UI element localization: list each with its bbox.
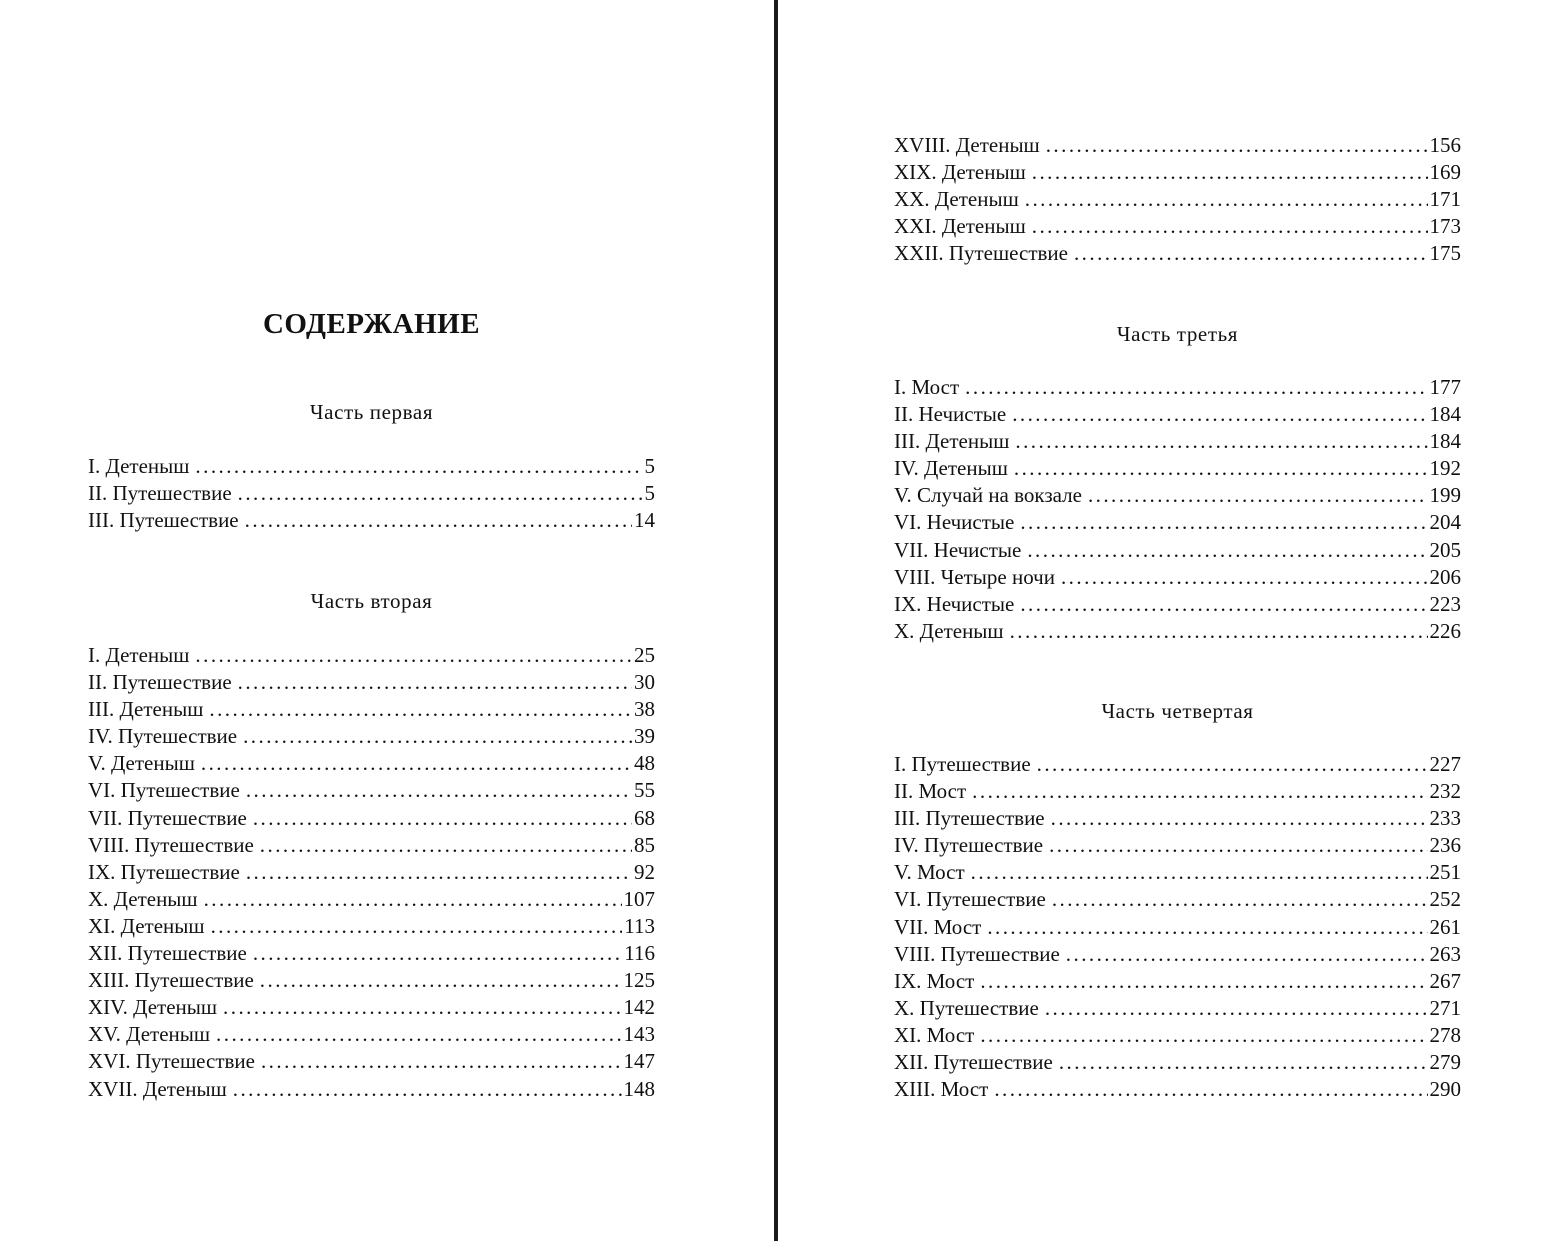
toc-entry <box>894 968 1461 995</box>
part-2-entries <box>88 642 655 1103</box>
toc-entry-title: IX. Путешествие <box>88 859 240 884</box>
toc-entry <box>894 778 1461 805</box>
toc-entry-title: X. Детеныш <box>894 618 1004 643</box>
toc-dot-leader <box>1061 564 1428 591</box>
toc-dot-leader <box>1014 455 1428 482</box>
toc-title: СОДЕРЖАНИЕ <box>262 308 481 340</box>
toc-entry <box>894 428 1461 455</box>
part-1-title: Часть первая <box>309 400 434 424</box>
toc-entry-title: XX. Детеныш <box>894 187 1019 212</box>
toc-entry-page-number: 14 <box>634 508 655 533</box>
part-3-entries <box>894 374 1461 645</box>
toc-entry-page-number: 48 <box>634 751 655 776</box>
toc-entry-page-number: 169 <box>1429 160 1461 185</box>
toc-entry <box>894 132 1461 159</box>
toc-dot-leader <box>238 480 643 507</box>
toc-entry <box>894 1022 1461 1049</box>
toc-entry-page-number: 68 <box>634 805 655 830</box>
toc-entry <box>88 805 655 832</box>
toc-entry-page-number: 171 <box>1429 187 1461 212</box>
toc-entry <box>88 723 655 750</box>
toc-entry-title: XIV. Детеныш <box>88 995 218 1020</box>
toc-dot-leader <box>1066 941 1428 968</box>
toc-dot-leader <box>1045 995 1428 1022</box>
toc-dot-leader <box>1032 213 1428 240</box>
part-2-continued-entries <box>894 132 1461 267</box>
part-4-title: Часть четвертая <box>1101 699 1254 723</box>
toc-entry-title: XIX. Детеныш <box>894 160 1026 185</box>
toc-dot-leader <box>980 1022 1427 1049</box>
toc-dot-leader <box>1046 132 1428 159</box>
toc-dot-leader <box>260 967 622 994</box>
toc-entry-title: IV. Путешествие <box>88 724 238 749</box>
toc-entry-title: XVIII. Детеныш <box>894 133 1040 157</box>
toc-entry-page-number: 113 <box>624 913 655 938</box>
toc-entry-title: I. Детеныш <box>88 643 190 667</box>
toc-dot-leader <box>246 777 632 804</box>
toc-entry-page-number: 199 <box>1429 483 1461 508</box>
toc-entry-page-number: 278 <box>1429 1022 1461 1047</box>
toc-entry <box>88 669 655 696</box>
toc-entry-title: V. Мост <box>894 860 965 885</box>
toc-entry-title: II. Нечистые <box>894 402 1007 427</box>
toc-dot-leader <box>994 1076 1427 1103</box>
toc-entry <box>88 913 655 940</box>
toc-entry-page-number: 142 <box>623 995 655 1020</box>
toc-entry <box>88 859 655 886</box>
toc-dot-leader <box>223 994 621 1021</box>
toc-entry-page-number: 252 <box>1429 887 1461 912</box>
toc-entry-page-number: 184 <box>1429 402 1461 427</box>
toc-dot-leader <box>1049 832 1427 859</box>
toc-entry-title: XII. Путешествие <box>88 941 247 966</box>
toc-entry-page-number: 116 <box>624 941 655 966</box>
toc-entry <box>88 832 655 859</box>
toc-entry <box>894 564 1461 591</box>
toc-dot-leader <box>1051 805 1428 832</box>
toc-entry-page-number: 204 <box>1429 510 1461 535</box>
toc-dot-leader <box>972 778 1427 805</box>
toc-entry-title: V. Случай на вокзале <box>894 483 1082 508</box>
toc-dot-leader <box>980 968 1427 995</box>
toc-entry <box>88 886 655 913</box>
toc-entry <box>894 751 1461 778</box>
toc-entry-title: III. Путешествие <box>894 806 1045 831</box>
toc-dot-leader <box>965 374 1427 401</box>
toc-entry <box>88 1021 655 1048</box>
toc-entry-title: VIII. Путешествие <box>894 941 1060 966</box>
toc-entry-page-number: 267 <box>1429 968 1461 993</box>
toc-dot-leader <box>1020 591 1427 618</box>
toc-entry-page-number: 55 <box>634 778 655 803</box>
toc-entry-page-number: 233 <box>1429 806 1461 831</box>
toc-entry-title: IX. Нечистые <box>894 591 1015 616</box>
toc-dot-leader <box>1074 240 1428 267</box>
toc-entry-page-number: 5 <box>644 481 655 506</box>
toc-entry <box>88 1076 655 1103</box>
toc-entry-title: III. Детеныш <box>894 429 1010 454</box>
toc-entry-page-number: 38 <box>634 697 655 722</box>
toc-entry <box>894 1049 1461 1076</box>
toc-entry <box>894 186 1461 213</box>
toc-entry <box>894 859 1461 886</box>
toc-dot-leader <box>216 1021 621 1048</box>
toc-dot-leader <box>195 642 632 669</box>
toc-entry-page-number: 30 <box>634 670 655 695</box>
part-3-title: Часть третья <box>1116 322 1239 346</box>
toc-dot-leader <box>195 453 642 480</box>
left-page <box>0 0 774 1241</box>
toc-entry <box>894 914 1461 941</box>
toc-entry-page-number: 156 <box>1429 133 1461 157</box>
toc-entry <box>88 480 655 507</box>
toc-entry-title: VII. Путешествие <box>88 805 247 830</box>
toc-entry-page-number: 148 <box>623 1076 655 1101</box>
toc-entry <box>894 886 1461 913</box>
toc-entry-page-number: 263 <box>1429 941 1461 966</box>
toc-dot-leader <box>1032 159 1428 186</box>
toc-entry-title: VI. Нечистые <box>894 510 1015 535</box>
toc-entry-title: II. Путешествие <box>88 670 232 695</box>
toc-entry-page-number: 107 <box>623 886 655 911</box>
toc-entry <box>894 995 1461 1022</box>
toc-entry-title: VI. Путешествие <box>894 887 1046 912</box>
toc-entry-page-number: 236 <box>1429 833 1461 858</box>
toc-entry-title: XXI. Детеныш <box>894 214 1026 239</box>
toc-dot-leader <box>1088 482 1428 509</box>
toc-dot-leader <box>1059 1049 1428 1076</box>
toc-entry-title: XVII. Детеныш <box>88 1076 227 1101</box>
toc-entry-title: XII. Путешествие <box>894 1050 1053 1075</box>
toc-entry <box>88 994 655 1021</box>
toc-dot-leader <box>987 914 1427 941</box>
toc-entry-title: VIII. Четыре ночи <box>894 564 1055 589</box>
toc-entry-page-number: 173 <box>1429 214 1461 239</box>
toc-entry-page-number: 205 <box>1429 537 1461 562</box>
toc-entry-page-number: 25 <box>634 643 655 667</box>
part-4-entries <box>894 751 1461 1103</box>
toc-entry <box>894 455 1461 482</box>
toc-dot-leader <box>1052 886 1428 913</box>
toc-entry-page-number: 226 <box>1429 618 1461 643</box>
toc-entry-title: VII. Нечистые <box>894 537 1022 562</box>
toc-entry-title: XV. Детеныш <box>88 1022 211 1047</box>
toc-entry-title: IX. Мост <box>894 968 975 993</box>
toc-dot-leader <box>1020 509 1427 536</box>
toc-entry-page-number: 147 <box>623 1049 655 1074</box>
toc-entry <box>88 967 655 994</box>
toc-entry <box>894 159 1461 186</box>
toc-entry <box>88 1048 655 1075</box>
toc-entry-title: VII. Мост <box>894 914 982 939</box>
toc-entry <box>88 642 655 669</box>
toc-entry-title: III. Детеныш <box>88 697 204 722</box>
toc-entry <box>894 537 1461 564</box>
toc-entry-page-number: 184 <box>1429 429 1461 454</box>
toc-entry-page-number: 177 <box>1429 375 1461 399</box>
toc-dot-leader <box>1025 186 1428 213</box>
toc-entry-title: XIII. Путешествие <box>88 968 254 993</box>
toc-dot-leader <box>1012 401 1427 428</box>
toc-dot-leader <box>1015 428 1427 455</box>
right-page <box>778 0 1550 1241</box>
toc-dot-leader <box>1010 618 1428 645</box>
toc-entry <box>88 750 655 777</box>
toc-entry-title: XI. Мост <box>894 1022 975 1047</box>
toc-dot-leader <box>246 859 632 886</box>
toc-entry-title: III. Путешествие <box>88 508 239 533</box>
toc-entry <box>88 453 655 480</box>
toc-entry-page-number: 39 <box>634 724 655 749</box>
toc-entry-title: XI. Детеныш <box>88 913 205 938</box>
toc-entry-title: II. Путешествие <box>88 481 232 506</box>
toc-entry-page-number: 143 <box>623 1022 655 1047</box>
toc-entry <box>88 696 655 723</box>
toc-entry-title: VI. Путешествие <box>88 778 240 803</box>
toc-entry-title: IV. Путешествие <box>894 833 1044 858</box>
toc-entry <box>894 591 1461 618</box>
toc-entry-title: I. Мост <box>894 375 960 399</box>
toc-entry <box>894 941 1461 968</box>
toc-entry <box>894 1076 1461 1103</box>
toc-entry <box>894 618 1461 645</box>
toc-entry <box>88 777 655 804</box>
toc-entry <box>894 213 1461 240</box>
toc-entry-title: V. Детеныш <box>88 751 195 776</box>
toc-entry-page-number: 192 <box>1429 456 1461 481</box>
toc-dot-leader <box>201 750 632 777</box>
toc-dot-leader <box>243 723 632 750</box>
toc-dot-leader <box>1027 537 1427 564</box>
toc-entry-page-number: 271 <box>1429 995 1461 1020</box>
toc-entry-page-number: 85 <box>634 832 655 857</box>
toc-entry-title: II. Мост <box>894 779 967 804</box>
toc-entry-title: XXII. Путешествие <box>894 241 1068 266</box>
toc-entry <box>894 482 1461 509</box>
toc-dot-leader <box>209 696 632 723</box>
toc-entry-page-number: 261 <box>1429 914 1461 939</box>
toc-entry <box>894 374 1461 401</box>
toc-entry <box>894 401 1461 428</box>
toc-entry-page-number: 223 <box>1429 591 1461 616</box>
toc-entry <box>88 507 655 534</box>
toc-dot-leader <box>211 913 623 940</box>
toc-entry-page-number: 92 <box>634 859 655 884</box>
toc-entry-page-number: 5 <box>644 454 655 478</box>
toc-entry-page-number: 279 <box>1429 1050 1461 1075</box>
toc-entry-title: XIII. Мост <box>894 1077 989 1102</box>
toc-dot-leader <box>261 1048 622 1075</box>
toc-dot-leader <box>253 940 622 967</box>
toc-entry-page-number: 125 <box>623 968 655 993</box>
toc-entry <box>894 509 1461 536</box>
toc-entry-page-number: 227 <box>1429 752 1461 776</box>
toc-entry-title: XVI. Путешествие <box>88 1049 255 1074</box>
toc-entry <box>894 240 1461 267</box>
toc-entry-title: I. Путешествие <box>894 752 1031 776</box>
part-1-entries <box>88 453 655 534</box>
toc-entry-title: I. Детеныш <box>88 454 190 478</box>
toc-dot-leader <box>204 886 622 913</box>
part-2-title: Часть вторая <box>310 589 433 613</box>
toc-entry <box>894 832 1461 859</box>
toc-entry-title: VIII. Путешествие <box>88 832 254 857</box>
toc-dot-leader <box>233 1076 622 1103</box>
toc-entry-title: X. Детеныш <box>88 886 198 911</box>
toc-entry-page-number: 206 <box>1429 564 1461 589</box>
toc-entry-page-number: 175 <box>1429 241 1461 266</box>
toc-entry <box>894 805 1461 832</box>
toc-dot-leader <box>971 859 1428 886</box>
toc-entry-page-number: 232 <box>1429 779 1461 804</box>
toc-entry-title: IV. Детеныш <box>894 456 1008 481</box>
toc-entry-page-number: 251 <box>1429 860 1461 885</box>
toc-entry <box>88 940 655 967</box>
toc-entry-title: X. Путешествие <box>894 995 1039 1020</box>
toc-dot-leader <box>253 805 632 832</box>
toc-dot-leader <box>260 832 632 859</box>
toc-dot-leader <box>245 507 632 534</box>
toc-dot-leader <box>1037 751 1428 778</box>
toc-entry-page-number: 290 <box>1429 1077 1461 1102</box>
toc-dot-leader <box>238 669 632 696</box>
